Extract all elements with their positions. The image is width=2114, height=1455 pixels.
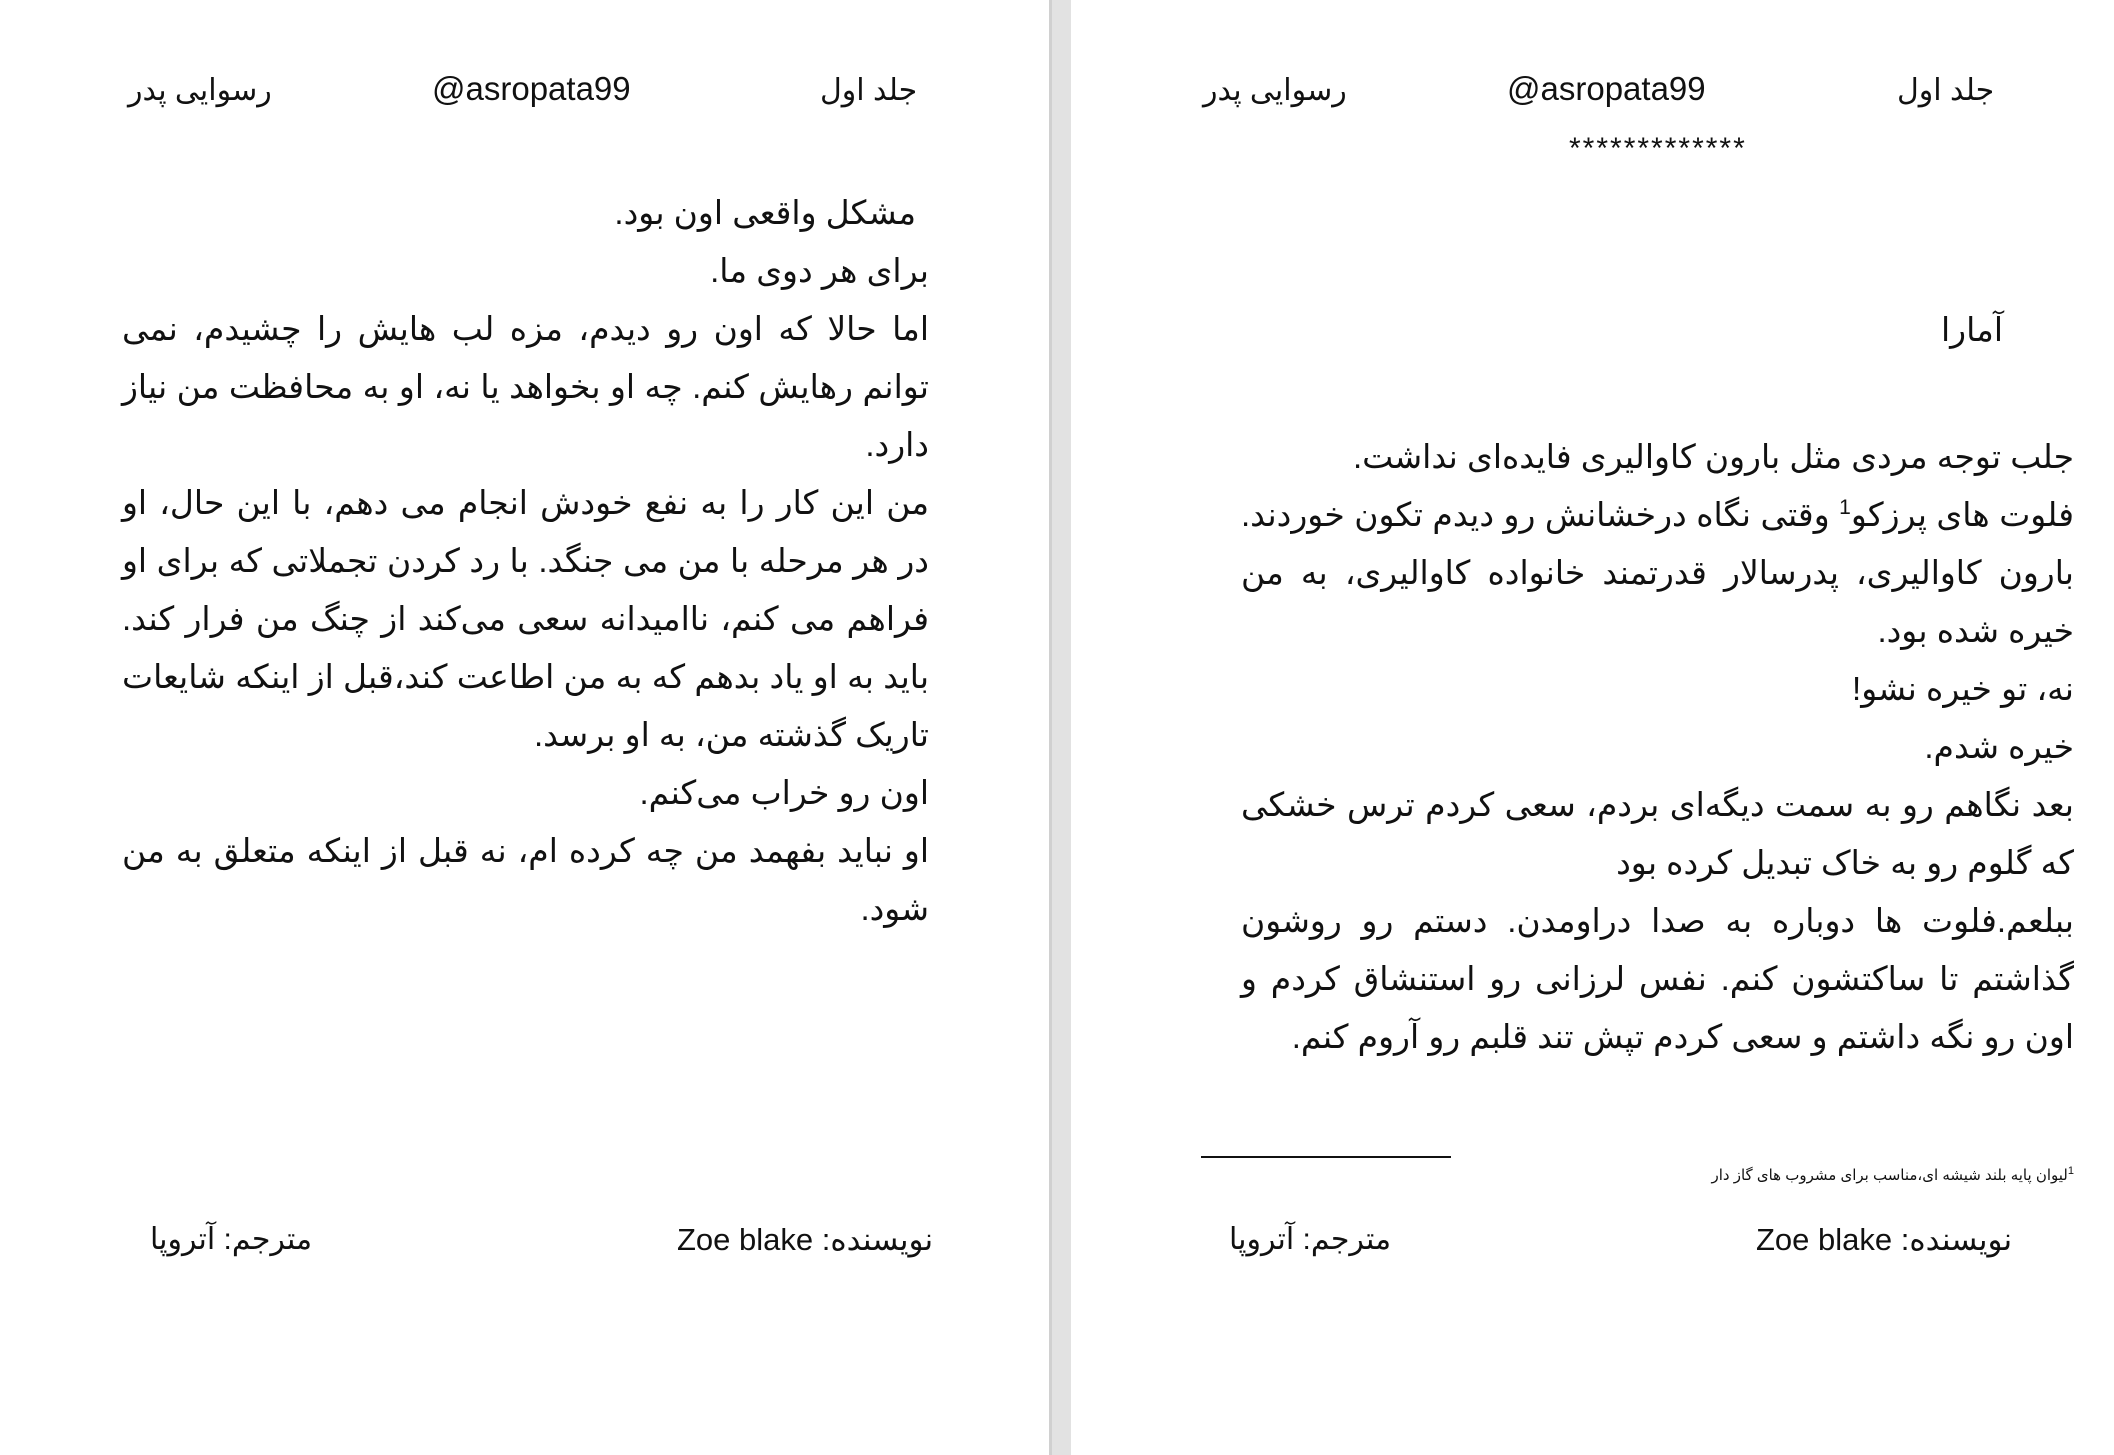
paragraph: مشکل واقعی اون بود.: [614, 194, 916, 231]
footnote-reference: 1: [1839, 496, 1851, 519]
paragraph-with-footnote: [1241, 486, 2074, 660]
page-gutter: [1049, 0, 1071, 1455]
paragraph: او نباید بفهمد من چه کرده ام، نه قبل از اینکه متعلق به من شود.: [122, 832, 929, 927]
footer-author: نویسنده: Zoe blake: [1756, 1222, 2013, 1257]
paragraph: اما حالا که اون رو دیدم، مزه لب هایش را چشیدم، نمی توانم رهایش کنم. چه او بخواهد یا نه، او به محافظت من نیاز دارد.: [122, 310, 930, 463]
paragraph: من این کار را به نفع خودش انجام می دهم، با این حال، او در هر مرحله با من می جنگد. با رد کردن تجملاتی که برای او فراهم می کنم، ناامیدانه سعی می‌کند از چنگ من فرار کند. باید به او یاد بدهم که به من اطاعت کند،قبل از اینکه شایعات تاریک گذشته من، به او برسد.: [122, 484, 929, 753]
paragraph: نه، تو خیره نشو!: [1852, 670, 2074, 707]
right-page: [1071, 0, 2114, 1455]
header-book-title: رسوایی پدر: [128, 74, 272, 107]
footnote-text: لیوان پایه بلند شیشه ای،مناسب برای مشروب های گاز دار: [1711, 1167, 2068, 1184]
header-volume: جلد اول: [820, 74, 918, 107]
footer-translator: مترجم: آتروپا: [150, 1223, 313, 1256]
footnote-number: 1: [2067, 1165, 2074, 1177]
gutter-shade: [1049, 0, 1052, 1455]
footnote-rule: [1201, 1156, 1451, 1158]
left-body-text: [122, 184, 929, 938]
paragraph: ببلعم.فلوت ها دوباره به صدا دراومدن. دستم رو روشون گذاشتم تا ساکتشون کنم. نفس لرزانی رو استنشاق کردم و اون رو نگه داشتم و سعی کردم تپش تند قلبم رو آروم کنم.: [1241, 902, 2074, 1055]
chapter-heading: آمارا: [1941, 311, 2004, 348]
paragraph: برای هر دوی ما.: [710, 252, 929, 289]
footer-author: نویسنده: Zoe blake: [677, 1222, 934, 1257]
header-volume: جلد اول: [1897, 74, 1995, 107]
paragraph: بعد نگاهم رو به سمت دیگه‌ای بردم، سعی کردم ترس خشکی که گلوم رو به خاک تبدیل کرده بود: [1241, 786, 2074, 881]
paragraph: اون رو خراب می‌کنم.: [639, 774, 929, 811]
header-book-title: رسوایی پدر: [1203, 74, 1347, 107]
footnote: [1711, 1166, 2074, 1184]
footer-translator: مترجم: آتروپا: [1229, 1223, 1392, 1256]
header-handle: @asropata99: [1507, 70, 1706, 107]
left-page: [0, 0, 1049, 1455]
section-separator: *************: [1569, 132, 1747, 165]
paragraph: جلب توجه مردی مثل بارون کاوالیری فایده‌ای نداشت.: [1352, 438, 2074, 475]
paragraph-rest: وقتی نگاه درخشانش رو دیدم تکون خوردند. بارون کاوالیری، پدرسالار قدرتمند خانواده کاوالیری، به من خیره شده بود.: [1241, 496, 2074, 649]
paragraph: خیره شدم.: [1924, 728, 2074, 765]
header-handle: @asropata99: [432, 70, 631, 107]
paragraph-start: فلوت های پرزکو: [1850, 496, 2075, 533]
right-body-text: [1241, 428, 2074, 1066]
